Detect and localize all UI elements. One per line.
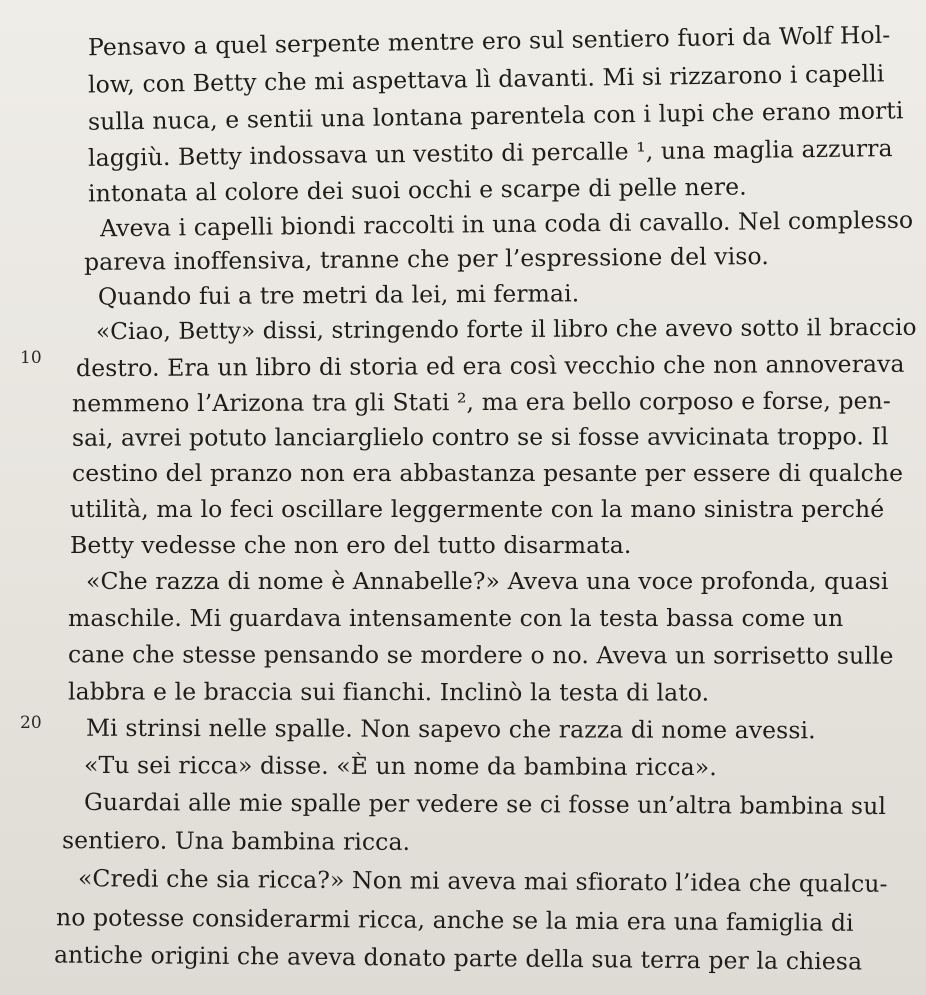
text-line: maschile. Mi guardava intensamente con la testa bassa come un <box>68 604 844 632</box>
text-line: labbra e le braccia sui fianchi. Inclinò la testa di lato. <box>67 677 710 707</box>
text-line: sai, avrei potuto lanciarglielo contro se si fosse avvicinata troppo. Il <box>71 422 889 452</box>
text-line: utilità, ma lo feci oscillare leggermente con la mano sinistra perché <box>70 495 885 523</box>
text-line: laggiù. Betty indossava un vestito di percalle ¹, una maglia azzurra <box>87 134 893 172</box>
text-line: Aveva i capelli biondi raccolti in una coda di cavallo. Nel complesso <box>99 205 914 243</box>
text-line: «Che razza di nome è Annabelle?» Aveva una voce profonda, quasi <box>86 567 889 595</box>
text-line: cane che stesse pensando se mordere o no. Aveva un sorrisetto sulle <box>67 640 894 670</box>
text-line: antiche origini che aveva donato parte della sua terra per la chiesa <box>53 940 863 976</box>
text-line: Guardai alle mie spalle per vedere se ci fosse un’altra bambina sul <box>83 787 887 821</box>
text-line: Pensavo a quel serpente mentre ero sul sentiero fuori da Wolf Hol- <box>87 20 891 62</box>
text-line: destro. Era un libro di storia ed era così vecchio che non annoverava <box>75 349 905 383</box>
text-line: sulla nuca, e sentii una lontana parentela con i lupi che erano morti <box>87 96 904 136</box>
text-line: pareva inoffensiva, tranne che per l’espressione del viso. <box>83 242 769 276</box>
text-line: sentiero. Una bambina ricca. <box>61 826 411 856</box>
text-line: «Credi che sia ricca?» Non mi aveva mai sfiorato l’idea che qualcu- <box>77 864 888 898</box>
text-line: «Ciao, Betty» dissi, stringendo forte il libro che avevo sotto il braccio <box>95 314 917 346</box>
text-line: no potesse considerarmi ricca, anche se la mia era una famiglia di <box>55 903 854 937</box>
text-line: intonata al colore dei suoi occhi e scarpe di pelle nere. <box>87 172 747 208</box>
text-line: nemmeno l’Arizona tra gli Stati ², ma era bello corposo e forse, pen- <box>71 386 891 418</box>
text-line: low, con Betty che mi aspettava lì davanti. Mi si rizzarono i capelli <box>87 59 885 99</box>
line-number-10: 10 <box>20 348 42 368</box>
text-line: Betty vedesse che non ero del tutto disarmata. <box>70 531 632 559</box>
text-line: Quando fui a tre metri da lei, mi fermai. <box>97 279 580 311</box>
line-number-20: 20 <box>20 713 42 733</box>
text-line: «Tu sei ricca» disse. «È un nome da bambina ricca». <box>83 750 717 782</box>
text-line: cestino del pranzo non era abbastanza pesante per essere di qualche <box>72 459 904 487</box>
text-line: Mi strinsi nelle spalle. Non sapevo che razza di nome avessi. <box>85 713 816 745</box>
